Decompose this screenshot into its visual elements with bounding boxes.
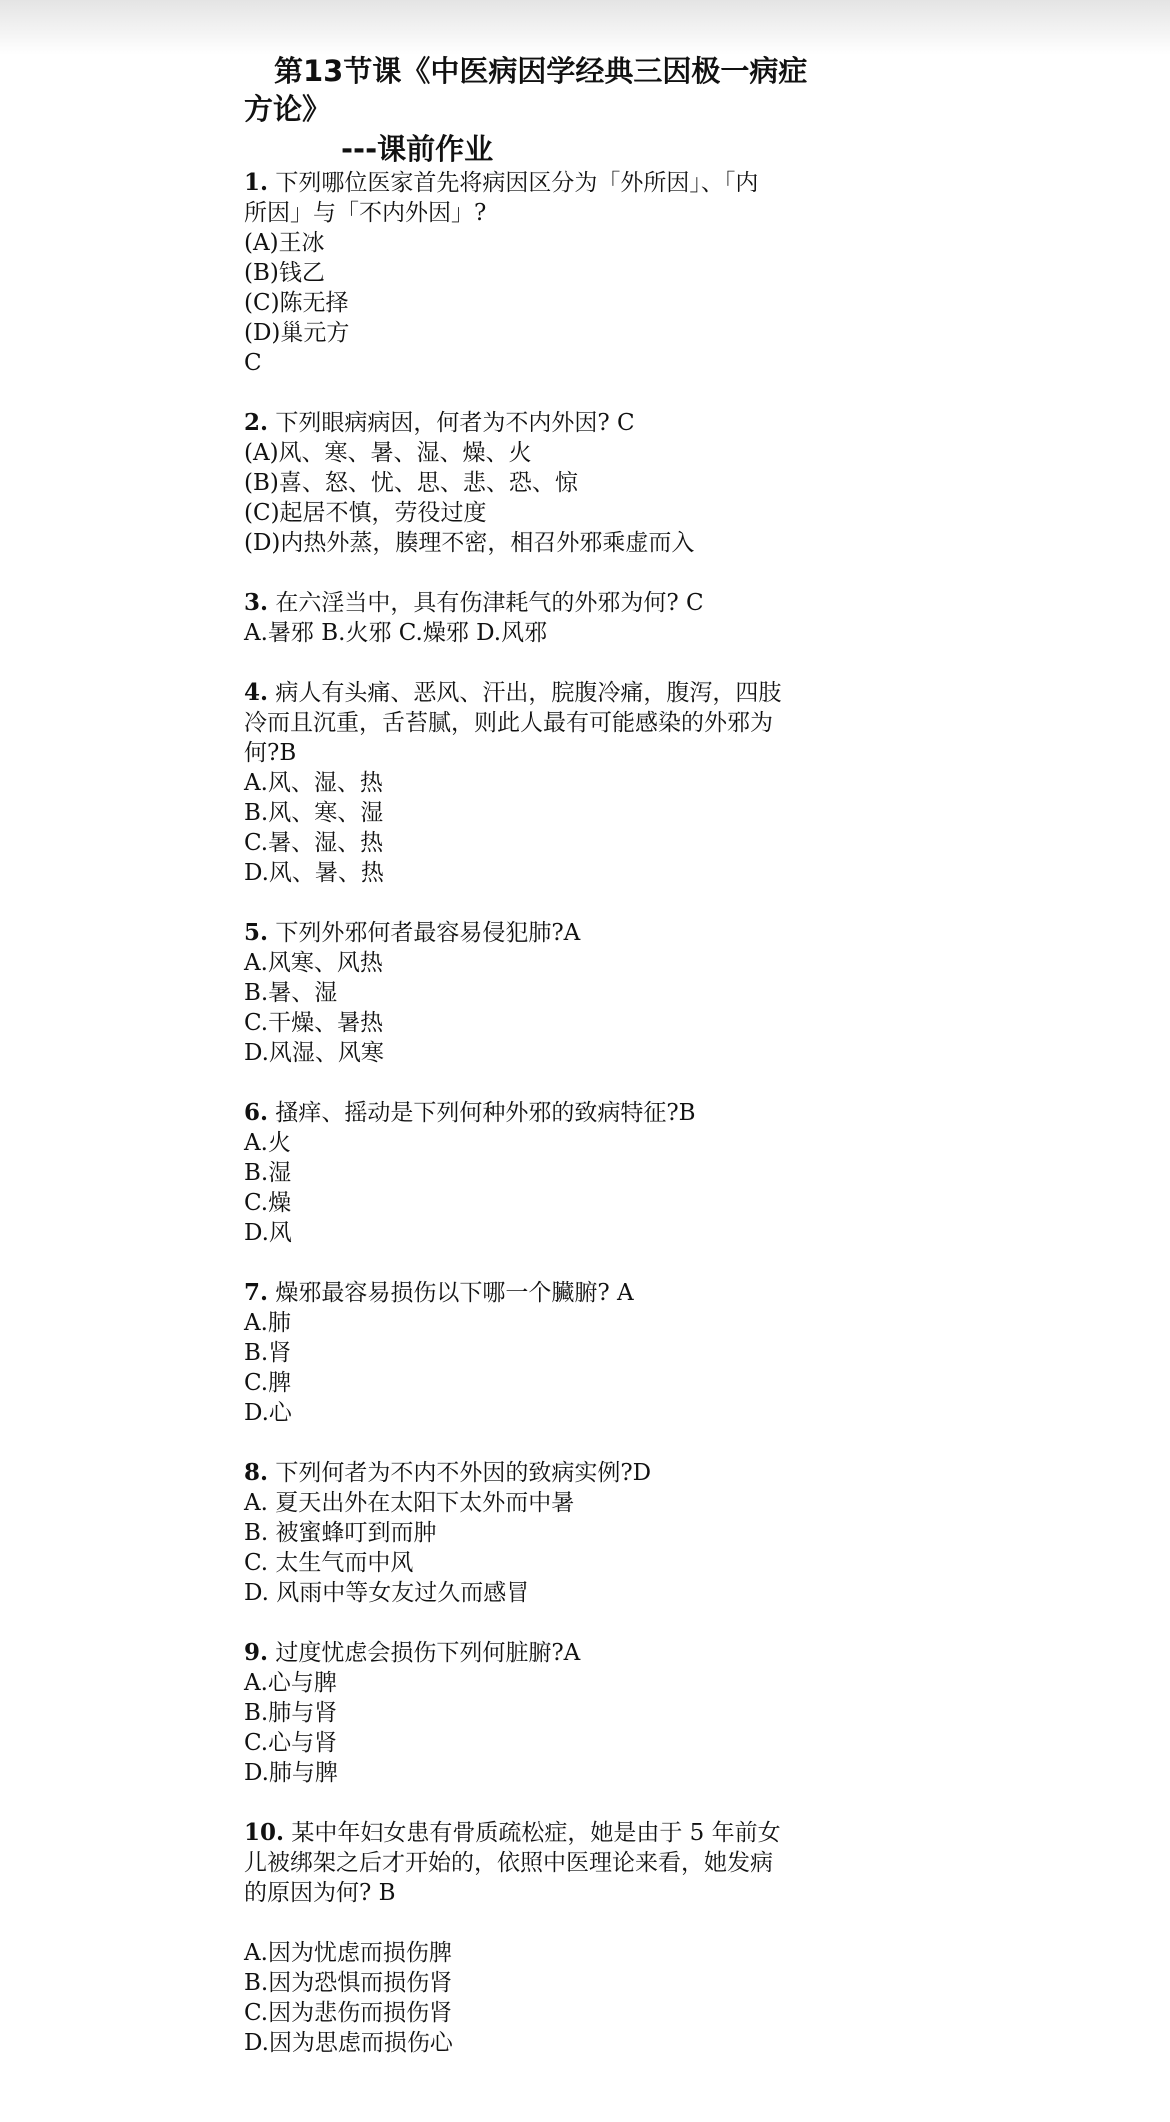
option-d: D.肺与脾 xyxy=(244,1760,338,1786)
option-c: C. 太生气而中风 xyxy=(244,1550,414,1576)
option-d: D.因为思虑而损伤心 xyxy=(244,2030,453,2056)
option-b: B.暑、湿 xyxy=(244,980,338,1006)
question-text: 5. 下列外邪何者最容易侵犯肺?A xyxy=(244,919,581,946)
options-inline: A.暑邪 B.火邪 C.燥邪 D.风邪 xyxy=(244,620,548,646)
question-text: 何?B xyxy=(244,740,297,766)
question-text: 7. 燥邪最容易损伤以下哪一个臟腑? A xyxy=(244,1279,634,1306)
option-a: A.肺 xyxy=(244,1310,291,1336)
option-d: D. 风雨中等女友过久而感冒 xyxy=(244,1580,530,1606)
option-d: D.风湿、风寒 xyxy=(244,1040,384,1066)
option-c: C.干燥、暑热 xyxy=(244,1010,384,1036)
question-number: 8. xyxy=(244,1459,269,1486)
question-text: 冷而且沉重，舌苔腻，则此人最有可能感染的外邪为 xyxy=(244,710,773,736)
option-d: (D)巢元方 xyxy=(244,320,350,346)
document-page xyxy=(244,52,844,2088)
question-10 xyxy=(244,1818,844,2058)
question-number: 9. xyxy=(244,1639,269,1666)
option-d: D.心 xyxy=(244,1400,292,1426)
question-text: 的原因为何? B xyxy=(244,1880,396,1906)
question-text: 9. 过度忧虑会损伤下列何脏腑?A xyxy=(244,1639,581,1666)
question-5 xyxy=(244,918,844,1068)
option-c: C.心与肾 xyxy=(244,1730,338,1756)
option-c: C.因为悲伤而损伤肾 xyxy=(244,2000,453,2026)
question-7 xyxy=(244,1278,844,1428)
question-text: 4. 病人有头痛、恶风、汗出，脘腹冷痛，腹泻，四肢 xyxy=(244,679,782,706)
option-a: A. 夏天出外在太阳下太外而中暑 xyxy=(244,1490,575,1516)
question-3 xyxy=(244,588,844,648)
option-a: A.因为忧虑而损伤脾 xyxy=(244,1940,452,1966)
option-c: C.燥 xyxy=(244,1190,292,1216)
question-number: 7. xyxy=(244,1279,269,1306)
option-a: A.风寒、风热 xyxy=(244,950,383,976)
question-8 xyxy=(244,1458,844,1608)
question-number: 1. xyxy=(244,169,269,196)
option-c: (C)起居不慎，劳役过度 xyxy=(244,500,487,526)
top-shadow xyxy=(0,0,1170,55)
title-line-2: 方论》 xyxy=(244,92,332,126)
option-b: B.风、寒、湿 xyxy=(244,800,384,826)
spacer xyxy=(244,1908,844,1938)
option-b: B.肺与肾 xyxy=(244,1700,338,1726)
option-b: B.因为恐惧而损伤肾 xyxy=(244,1970,453,1996)
question-number: 4. xyxy=(244,679,269,706)
question-number: 3. xyxy=(244,589,269,616)
question-2 xyxy=(244,408,844,558)
page-subtitle: ---课前作业 xyxy=(341,132,494,166)
question-number: 5. xyxy=(244,919,269,946)
option-c: (C)陈无择 xyxy=(244,290,349,316)
question-4 xyxy=(244,678,844,888)
option-d: D.风 xyxy=(244,1220,292,1246)
question-9 xyxy=(244,1638,844,1788)
option-b: B. 被蜜蜂叮到而肿 xyxy=(244,1520,437,1546)
option-b: B.湿 xyxy=(244,1160,292,1186)
title-line-1: 第13节课《中医病因学经典三因极一病症 xyxy=(274,54,808,88)
option-a: A.心与脾 xyxy=(244,1670,337,1696)
question-text: 儿被绑架之后才开始的，依照中医理论来看，她发病 xyxy=(244,1850,773,1876)
option-a: (A)风、寒、暑、湿、燥、火 xyxy=(244,440,532,466)
option-d: (D)内热外蒸，腠理不密，相召外邪乘虚而入 xyxy=(244,530,695,556)
question-number: 2. xyxy=(244,409,269,436)
option-a: A.风、湿、热 xyxy=(244,770,383,796)
option-b: (B)钱乙 xyxy=(244,260,325,286)
option-c: C.脾 xyxy=(244,1370,292,1396)
option-d: D.风、暑、热 xyxy=(244,860,384,886)
question-text: 2. 下列眼病病因，何者为不内外因? C xyxy=(244,409,635,436)
page-title xyxy=(244,52,844,128)
question-number: 10. xyxy=(244,1819,285,1846)
option-a: (A)王冰 xyxy=(244,230,325,256)
question-text: 1. 下列哪位医家首先将病因区分为「外所因」、「内 xyxy=(244,169,759,196)
question-text: 10. 某中年妇女患有骨质疏松症，她是由于 5 年前女 xyxy=(244,1819,781,1846)
question-1 xyxy=(244,168,844,378)
question-text: 3. 在六淫当中，具有伤津耗气的外邪为何? C xyxy=(244,589,704,616)
question-text: 8. 下列何者为不内不外因的致病实例?D xyxy=(244,1459,652,1486)
question-text: 所因」与「不内外因」? xyxy=(244,200,487,226)
option-c: C.暑、湿、热 xyxy=(244,830,384,856)
question-number: 6. xyxy=(244,1099,269,1126)
answer: C xyxy=(244,350,262,376)
question-6 xyxy=(244,1098,844,1248)
option-b: B.肾 xyxy=(244,1340,292,1366)
question-text: 6. 搔痒、摇动是下列何种外邪的致病特征?B xyxy=(244,1099,696,1126)
option-a: A.火 xyxy=(244,1130,291,1156)
option-b: (B)喜、怒、忧、思、悲、恐、惊 xyxy=(244,470,578,496)
